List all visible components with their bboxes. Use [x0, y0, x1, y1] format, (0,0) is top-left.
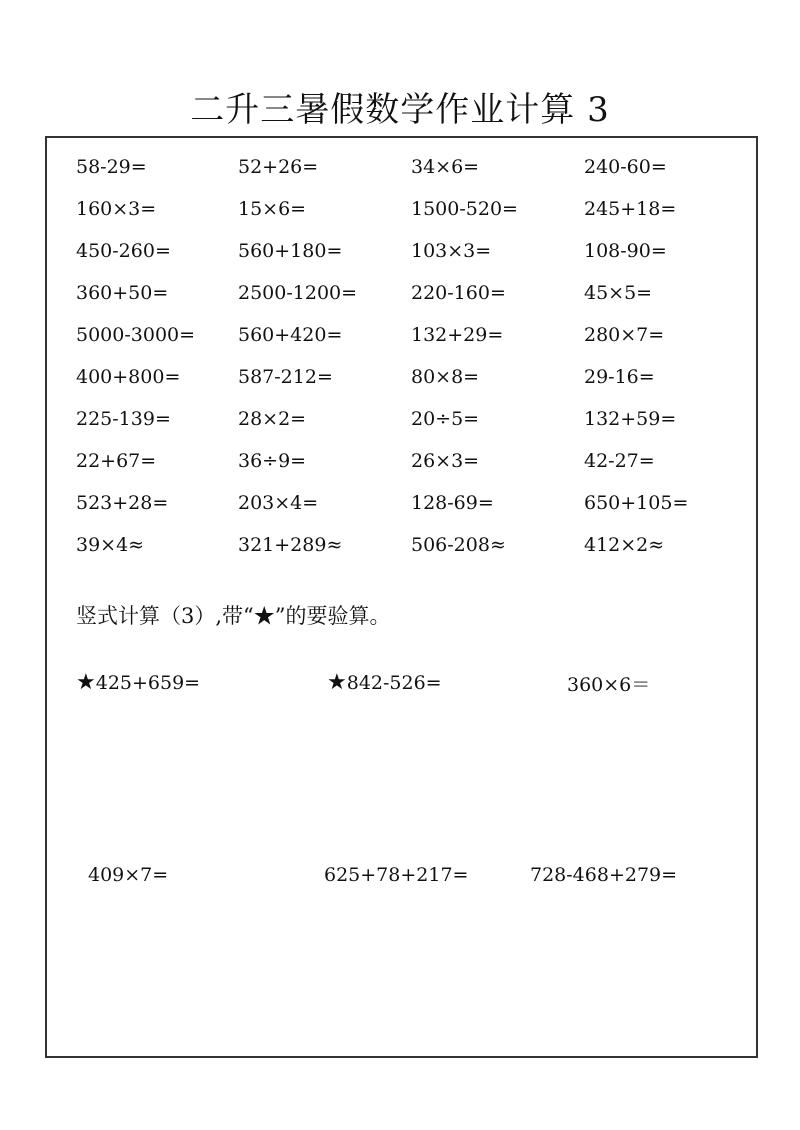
problem: 523+28=	[76, 492, 169, 514]
problem: 29-16=	[584, 366, 655, 388]
problem: 560+180=	[238, 240, 343, 262]
vertical-problem-expr: 360×6＝	[567, 674, 651, 696]
problem: 450-260=	[76, 240, 171, 262]
oral-calculation-grid	[76, 146, 756, 566]
vertical-problem-expr: 842-526=	[346, 672, 442, 694]
problem-row	[76, 272, 756, 314]
vertical-problem-expr: 625+78+217=	[324, 864, 469, 886]
problem: 321+289≈	[238, 534, 343, 556]
problem: 108-90=	[584, 240, 667, 262]
problem: 132+59=	[584, 408, 677, 430]
vertical-problem	[327, 670, 442, 695]
problem-row	[76, 524, 756, 566]
problem: 42-27=	[584, 450, 655, 472]
vertical-section-title: 竖式计算（3）,带“★”的要验算。	[76, 604, 391, 628]
problem: 52+26=	[238, 156, 319, 178]
problem: 132+29=	[411, 324, 504, 346]
problem: 58-29=	[76, 156, 147, 178]
star-icon: ★	[327, 670, 347, 695]
problem-row	[76, 356, 756, 398]
problem-row	[76, 188, 756, 230]
problem: 560+420=	[238, 324, 343, 346]
problem: 5000-3000=	[76, 324, 196, 346]
star-icon: ★	[76, 670, 96, 695]
problem: 360+50=	[76, 282, 169, 304]
problem: 128-69=	[411, 492, 494, 514]
vertical-problem-expr: 728-468+279=	[530, 864, 678, 886]
problem: 650+105=	[584, 492, 689, 514]
problem: 245+18=	[584, 198, 677, 220]
problem: 20÷5=	[411, 408, 480, 430]
vertical-problem-expr: 409×7=	[88, 864, 169, 886]
problem-row	[76, 398, 756, 440]
problem: 400+800=	[76, 366, 181, 388]
problem: 506-208≈	[411, 534, 506, 556]
vertical-problem	[324, 864, 468, 886]
problem: 2500-1200=	[238, 282, 358, 304]
problem: 220-160=	[411, 282, 506, 304]
vertical-problem	[76, 670, 200, 695]
problem: 412×2≈	[584, 534, 665, 556]
worksheet-title: 二升三暑假数学作业计算 3	[190, 90, 610, 130]
problem-row	[76, 146, 756, 188]
problem-row	[76, 440, 756, 482]
problem: 39×4≈	[76, 534, 145, 556]
problem-row	[76, 230, 756, 272]
problem: 203×4=	[238, 492, 319, 514]
problem: 15×6=	[238, 198, 307, 220]
problem: 26×3=	[411, 450, 480, 472]
problem: 36÷9=	[238, 450, 307, 472]
vertical-problem	[530, 864, 677, 886]
problem: 28×2=	[238, 408, 307, 430]
problem: 22+67=	[76, 450, 157, 472]
vertical-problem	[567, 670, 650, 697]
problem: 103×3=	[411, 240, 492, 262]
problem: 225-139=	[76, 408, 171, 430]
problem: 160×3=	[76, 198, 157, 220]
problem: 80×8=	[411, 366, 480, 388]
problem: 45×5=	[584, 282, 653, 304]
problem: 240-60=	[584, 156, 667, 178]
problem-row	[76, 314, 756, 356]
vertical-problem	[88, 864, 168, 886]
problem: 280×7=	[584, 324, 665, 346]
problem: 1500-520=	[411, 198, 518, 220]
problem: 587-212=	[238, 366, 333, 388]
problem-row	[76, 482, 756, 524]
problem: 34×6=	[411, 156, 480, 178]
vertical-problem-expr: 425+659=	[95, 672, 201, 694]
